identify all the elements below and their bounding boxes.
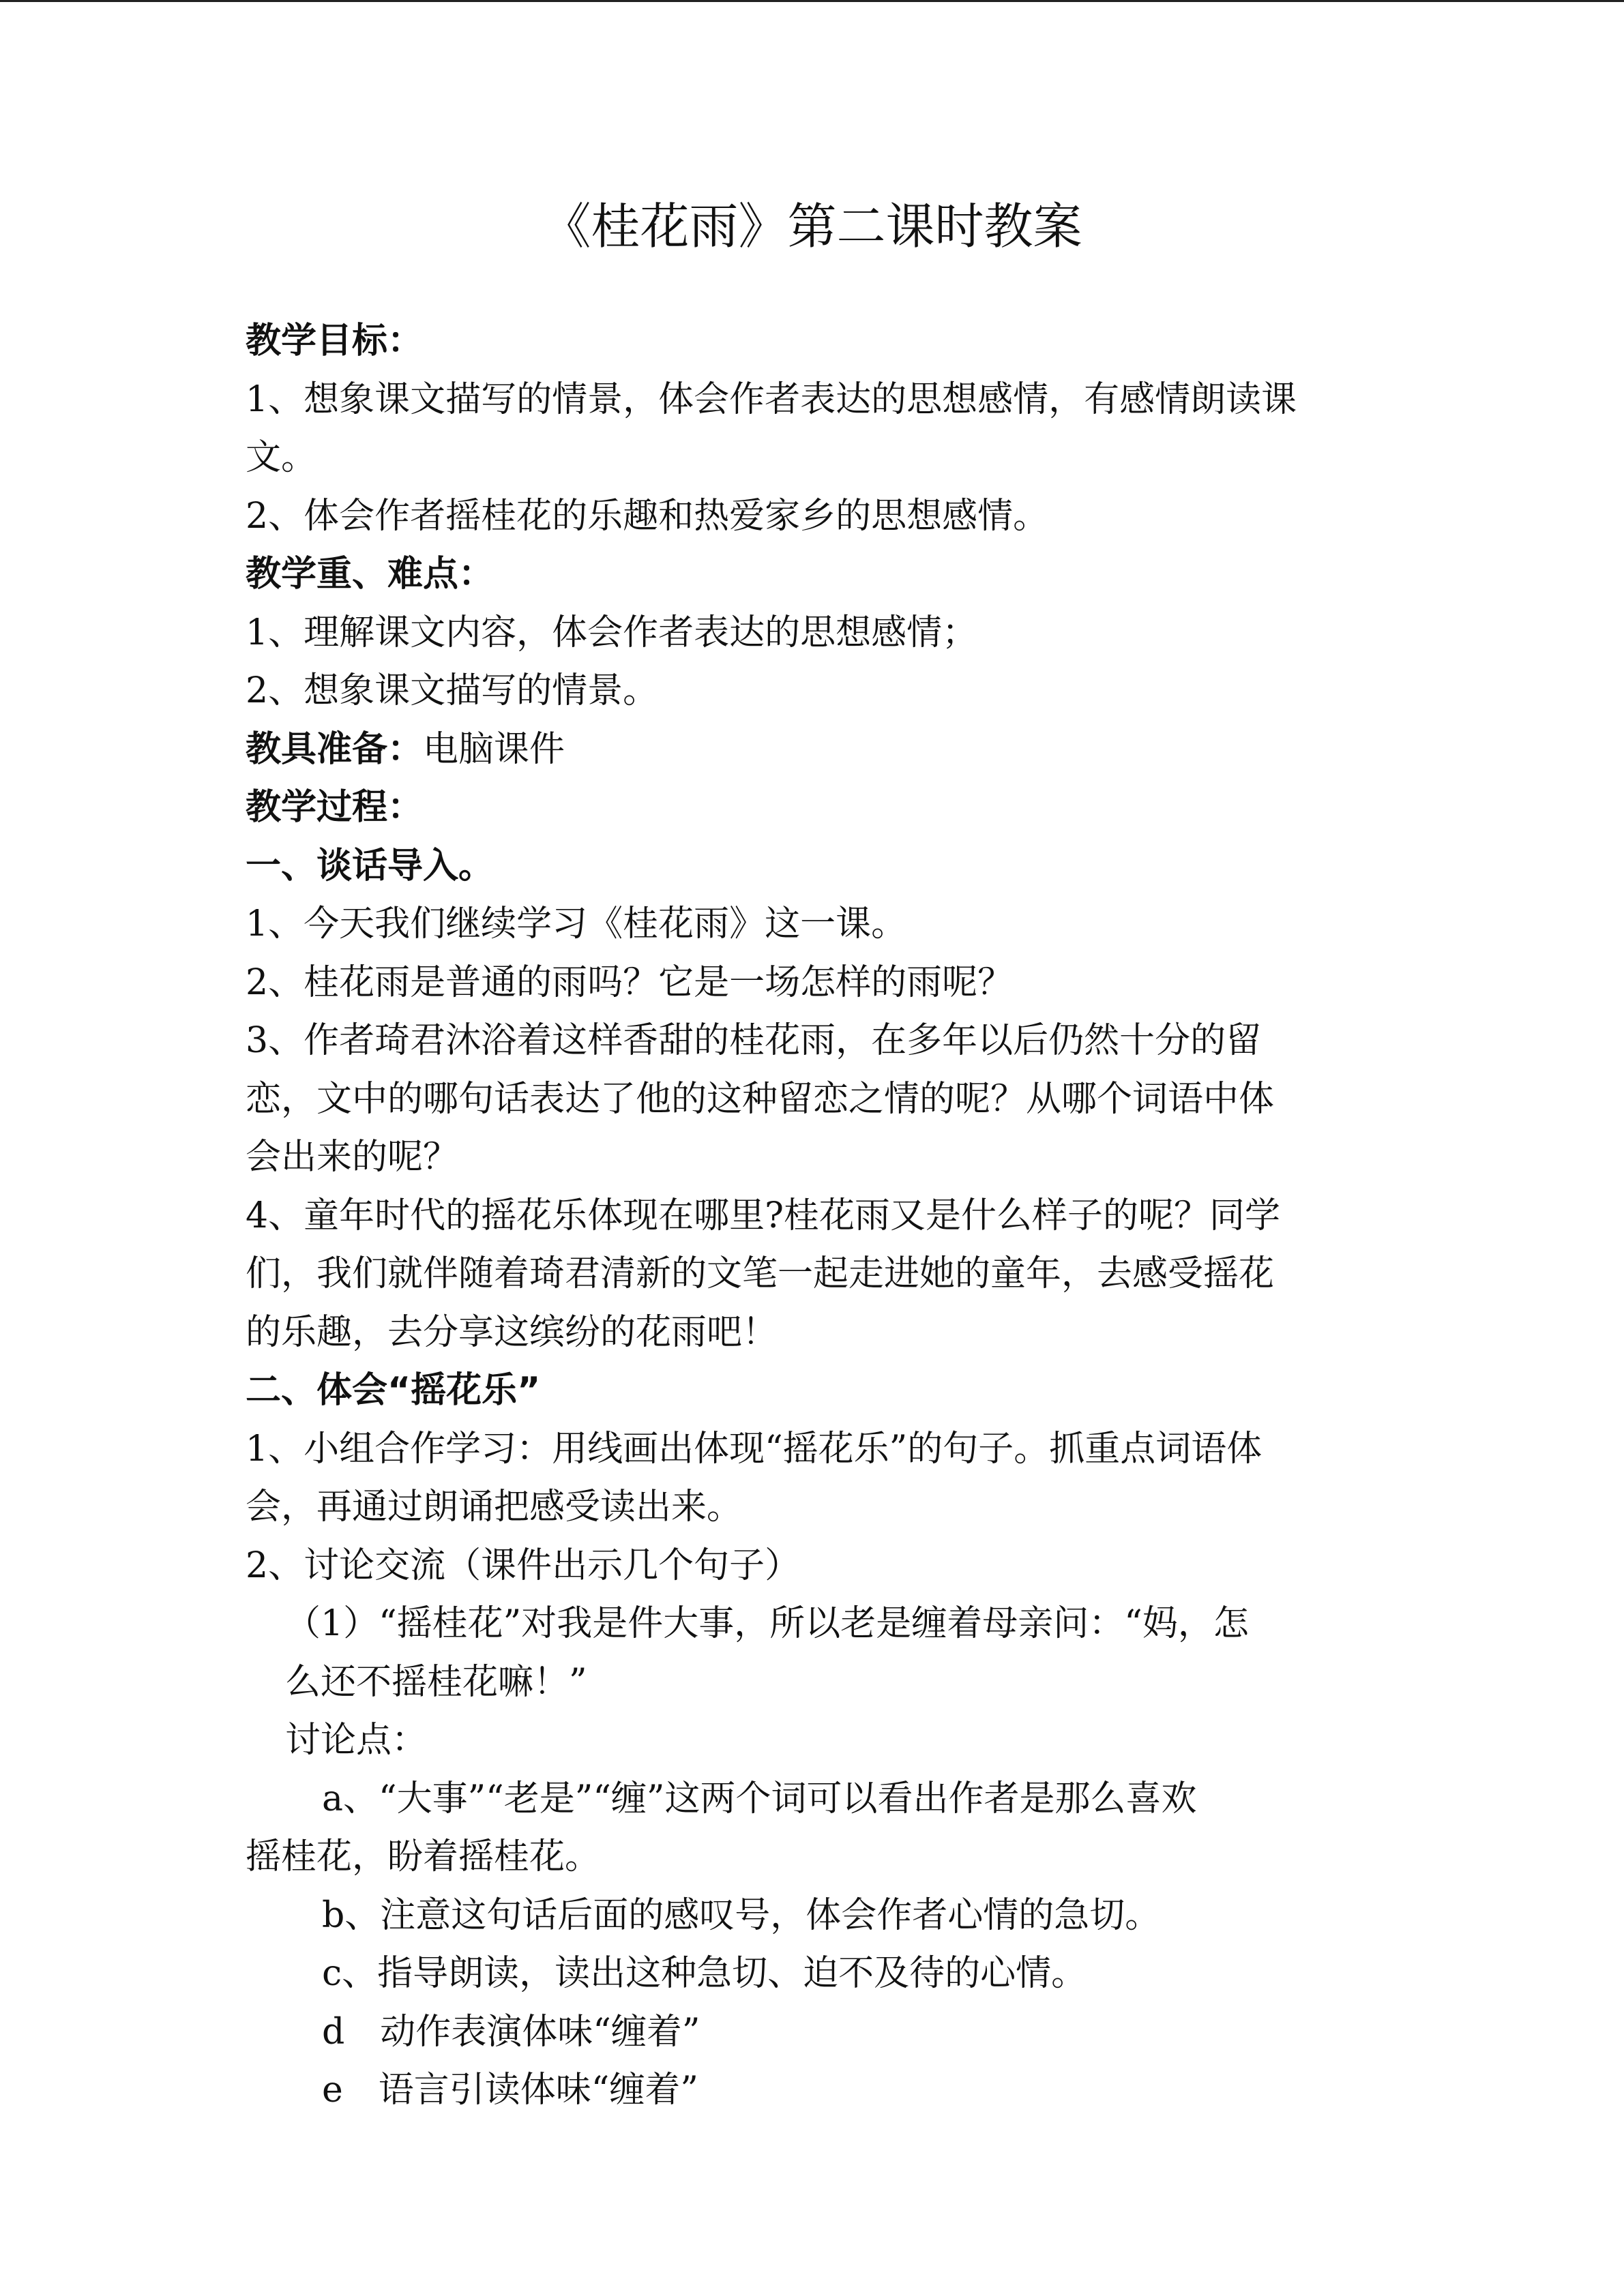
paragraph-line: c、指导朗读，读出这种急切、迫不及待的心情。 bbox=[322, 1953, 1087, 1994]
teaching-aids-label: 教具准备： bbox=[246, 728, 424, 770]
paragraph-line: 1、今天我们继续学习《桂花雨》这一课。 bbox=[246, 904, 907, 944]
paragraph-line: 么还不摇桂花嘛！” bbox=[285, 1661, 587, 1703]
paragraph-line: 讨论点： bbox=[285, 1720, 428, 1761]
paragraph-line: 文。 bbox=[246, 437, 317, 478]
paragraph-line: 4、童年时代的摇花乐体现在哪里?桂花雨又是什么样子的呢？同学 bbox=[246, 1195, 1280, 1236]
paragraph-line: 1、小组合作学习：用线画出体现“摇花乐”的句子。抓重点词语体 bbox=[246, 1428, 1263, 1470]
paragraph-line: 3、作者琦君沐浴着这样香甜的桂花雨，在多年以后仍然十分的留 bbox=[246, 1020, 1262, 1061]
paragraph-line: 们，我们就伴随着琦君清新的文笔一起走进她的童年，去感受摇花 bbox=[246, 1253, 1275, 1294]
paragraph-line: 1、理解课文内容，体会作者表达的思想感情； bbox=[246, 612, 978, 653]
paragraph-line: 的乐趣，去分享这缤纷的花雨吧！ bbox=[246, 1311, 778, 1353]
heading-teaching-objectives: 教学目标： bbox=[246, 320, 424, 361]
paragraph-line: b、注意这句话后面的感叹号，体会作者心情的急切。 bbox=[322, 1894, 1161, 1936]
paragraph-line: 摇桂花，盼着摇桂花。 bbox=[246, 1836, 601, 1877]
teaching-aids-line bbox=[246, 721, 1378, 779]
paragraph-line: 2、想象课文描写的情景。 bbox=[246, 670, 659, 711]
paragraph-line: 恋，文中的哪句话表达了他的这种留恋之情的呢？从哪个词语中体 bbox=[246, 1078, 1275, 1120]
paragraph-line: e 语言引读体味“缠着” bbox=[322, 2070, 698, 2111]
paragraph-line: 会出来的呢？ bbox=[246, 1137, 459, 1178]
section-heading-introduction: 一、谈话导入。 bbox=[246, 845, 494, 886]
paragraph-line: 1、想象课文描写的情景，体会作者表达的思想感情，有感情朗读课 bbox=[246, 378, 1297, 420]
paragraph-line: 2、讨论交流（课件出示几个句子） bbox=[246, 1545, 801, 1586]
paragraph-line: d 动作表演体味“缠着” bbox=[322, 2011, 700, 2053]
heading-key-points: 教学重、难点： bbox=[246, 554, 494, 595]
paragraph-line: 会，再通过朗诵把感受读出来。 bbox=[246, 1487, 743, 1527]
section-heading-experience: 二、体会“摇花乐” bbox=[246, 1370, 541, 1411]
paragraph-line: 2、体会作者摇桂花的乐趣和热爱家乡的思想感情。 bbox=[246, 495, 1049, 537]
paragraph-line: a、“大事”“老是”“缠”这两个词可以看出作者是那么喜欢 bbox=[322, 1778, 1197, 1819]
document-body bbox=[246, 312, 1378, 2120]
document-title: 《桂花雨》第二课时教案 bbox=[542, 198, 1082, 255]
teaching-aids-value: 电脑课件 bbox=[423, 728, 565, 770]
paragraph-line: （1）“摇桂花”对我是件大事，所以老是缠着母亲问：“妈，怎 bbox=[285, 1603, 1249, 1644]
heading-teaching-process: 教学过程： bbox=[246, 787, 424, 828]
paragraph-line: 2、桂花雨是普通的雨吗？它是一场怎样的雨呢？ bbox=[246, 961, 1014, 1003]
